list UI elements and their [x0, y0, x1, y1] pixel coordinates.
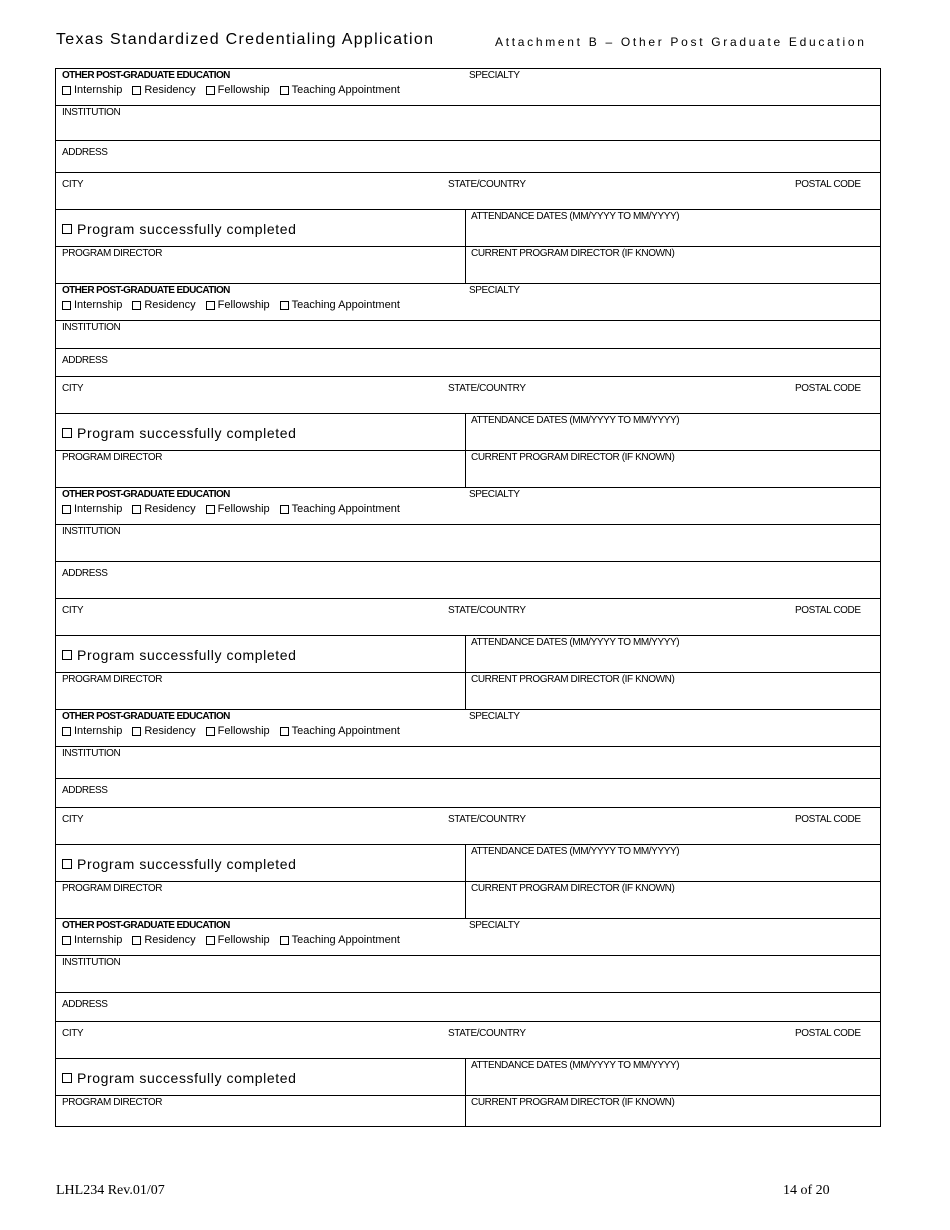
- checkbox[interactable]: [206, 936, 215, 945]
- program-completed-option[interactable]: [62, 856, 297, 872]
- completion-row[interactable]: [56, 636, 880, 673]
- program-completed-label: Program successfully completed: [77, 647, 297, 663]
- program-type-row[interactable]: [56, 69, 880, 106]
- program-type-option[interactable]: [132, 503, 195, 515]
- option-label: Internship: [74, 725, 123, 737]
- postal-code-label: POSTAL CODE: [795, 179, 861, 190]
- divider: [465, 414, 466, 450]
- attendance-dates-label: ATTENDANCE DATES (MM/YYYY TO MM/YYYY): [471, 415, 680, 426]
- program-type-option[interactable]: [280, 84, 400, 96]
- checkbox[interactable]: [62, 301, 71, 310]
- checkbox[interactable]: [62, 727, 71, 736]
- state-country-label: STATE/COUNTRY: [448, 814, 526, 825]
- address-row[interactable]: [56, 993, 880, 1022]
- address-row[interactable]: [56, 779, 880, 808]
- option-label: Residency: [144, 299, 196, 311]
- institution-label: INSTITUTION: [62, 957, 121, 968]
- city-row[interactable]: [56, 599, 880, 636]
- address-row[interactable]: [56, 141, 880, 173]
- current-program-director-label: CURRENT PROGRAM DIRECTOR (IF KNOWN): [471, 1097, 675, 1108]
- checkbox[interactable]: [132, 86, 141, 95]
- program-type-option[interactable]: [62, 725, 122, 737]
- checkbox[interactable]: [206, 505, 215, 514]
- program-completed-label: Program successfully completed: [77, 856, 297, 872]
- current-program-director-label: CURRENT PROGRAM DIRECTOR (IF KNOWN): [471, 674, 675, 685]
- city-label: CITY: [62, 383, 84, 394]
- city-label: CITY: [62, 814, 84, 825]
- institution-row[interactable]: [56, 321, 880, 349]
- checkbox[interactable]: [62, 1073, 72, 1083]
- option-label: Fellowship: [217, 84, 270, 96]
- divider: [465, 882, 466, 918]
- completion-row[interactable]: [56, 414, 880, 451]
- program-type-row[interactable]: [56, 488, 880, 525]
- program-type-option[interactable]: [62, 84, 122, 96]
- option-label: Residency: [144, 84, 196, 96]
- program-director-label: PROGRAM DIRECTOR: [62, 248, 163, 259]
- option-label: Fellowship: [217, 299, 270, 311]
- page-subtitle: Attachment B – Other Post Graduate Education: [495, 35, 867, 49]
- program-type-option[interactable]: [132, 934, 195, 946]
- checkbox[interactable]: [206, 301, 215, 310]
- program-type-option[interactable]: [132, 725, 195, 737]
- current-program-director-label: CURRENT PROGRAM DIRECTOR (IF KNOWN): [471, 452, 675, 463]
- program-type-option[interactable]: [132, 84, 195, 96]
- city-row[interactable]: [56, 173, 880, 210]
- state-country-label: STATE/COUNTRY: [448, 605, 526, 616]
- program-type-row[interactable]: [56, 919, 880, 956]
- program-type-options: [62, 725, 410, 737]
- address-row[interactable]: [56, 349, 880, 377]
- city-label: CITY: [62, 1028, 84, 1039]
- option-label: Teaching Appointment: [291, 503, 400, 515]
- other-pg-education-label: OTHER POST-GRADUATE EDUCATION: [62, 711, 230, 722]
- program-type-options: [62, 84, 410, 96]
- institution-label: INSTITUTION: [62, 107, 121, 118]
- current-program-director-label: CURRENT PROGRAM DIRECTOR (IF KNOWN): [471, 248, 675, 259]
- attendance-dates-label: ATTENDANCE DATES (MM/YYYY TO MM/YYYY): [471, 1060, 680, 1071]
- city-row[interactable]: [56, 377, 880, 414]
- completion-row[interactable]: [56, 210, 880, 247]
- checkbox[interactable]: [62, 936, 71, 945]
- checkbox[interactable]: [62, 650, 72, 660]
- program-type-option[interactable]: [280, 503, 400, 515]
- completion-row[interactable]: [56, 1059, 880, 1096]
- program-type-option[interactable]: [206, 725, 270, 737]
- program-type-option[interactable]: [206, 934, 270, 946]
- state-country-label: STATE/COUNTRY: [448, 1028, 526, 1039]
- page-title: Texas Standardized Credentialing Application: [56, 31, 435, 48]
- option-label: Residency: [144, 725, 196, 737]
- checkbox[interactable]: [132, 727, 141, 736]
- option-label: Internship: [74, 503, 123, 515]
- divider: [465, 636, 466, 672]
- checkbox[interactable]: [280, 301, 289, 310]
- program-type-option[interactable]: [206, 503, 270, 515]
- program-type-option[interactable]: [206, 84, 270, 96]
- option-label: Fellowship: [217, 934, 270, 946]
- city-label: CITY: [62, 179, 84, 190]
- program-completed-option[interactable]: [62, 425, 297, 441]
- checkbox[interactable]: [206, 86, 215, 95]
- option-label: Residency: [144, 934, 196, 946]
- option-label: Teaching Appointment: [291, 934, 400, 946]
- option-label: Residency: [144, 503, 196, 515]
- specialty-label: SPECIALTY: [469, 285, 520, 296]
- postal-code-label: POSTAL CODE: [795, 1028, 861, 1039]
- program-completed-label: Program successfully completed: [77, 1070, 297, 1086]
- program-type-option[interactable]: [62, 299, 122, 311]
- program-completed-option[interactable]: [62, 647, 297, 663]
- program-type-option[interactable]: [62, 503, 122, 515]
- attendance-dates-label: ATTENDANCE DATES (MM/YYYY TO MM/YYYY): [471, 211, 680, 222]
- program-type-option[interactable]: [62, 934, 122, 946]
- attendance-dates-label: ATTENDANCE DATES (MM/YYYY TO MM/YYYY): [471, 846, 680, 857]
- attendance-dates-label: ATTENDANCE DATES (MM/YYYY TO MM/YYYY): [471, 637, 680, 648]
- divider: [465, 451, 466, 487]
- program-type-option[interactable]: [280, 299, 400, 311]
- program-type-option[interactable]: [280, 934, 400, 946]
- checkbox[interactable]: [132, 505, 141, 514]
- address-label: ADDRESS: [62, 568, 108, 579]
- other-pg-education-label: OTHER POST-GRADUATE EDUCATION: [62, 70, 230, 81]
- director-row[interactable]: [56, 882, 880, 919]
- institution-label: INSTITUTION: [62, 322, 121, 333]
- institution-row[interactable]: [56, 525, 880, 562]
- checkbox[interactable]: [62, 859, 72, 869]
- institution-row[interactable]: [56, 956, 880, 993]
- other-pg-education-label: OTHER POST-GRADUATE EDUCATION: [62, 489, 230, 500]
- postal-code-label: POSTAL CODE: [795, 814, 861, 825]
- director-row[interactable]: [56, 1096, 880, 1126]
- specialty-label: SPECIALTY: [469, 920, 520, 931]
- program-type-row[interactable]: [56, 710, 880, 747]
- divider: [465, 673, 466, 709]
- institution-label: INSTITUTION: [62, 526, 121, 537]
- page-number: 14 of 20: [783, 1183, 830, 1198]
- city-label: CITY: [62, 605, 84, 616]
- address-row[interactable]: [56, 562, 880, 599]
- divider: [465, 1096, 466, 1126]
- completion-row[interactable]: [56, 845, 880, 882]
- state-country-label: STATE/COUNTRY: [448, 179, 526, 190]
- checkbox[interactable]: [62, 505, 71, 514]
- divider: [465, 247, 466, 283]
- program-director-label: PROGRAM DIRECTOR: [62, 1097, 163, 1108]
- option-label: Teaching Appointment: [291, 725, 400, 737]
- postal-code-label: POSTAL CODE: [795, 605, 861, 616]
- checkbox[interactable]: [132, 936, 141, 945]
- option-label: Internship: [74, 299, 123, 311]
- option-label: Teaching Appointment: [291, 84, 400, 96]
- state-country-label: STATE/COUNTRY: [448, 383, 526, 394]
- checkbox[interactable]: [62, 428, 72, 438]
- option-label: Internship: [74, 934, 123, 946]
- checkbox[interactable]: [62, 224, 72, 234]
- program-type-row[interactable]: [56, 284, 880, 321]
- program-type-option[interactable]: [206, 299, 270, 311]
- current-program-director-label: CURRENT PROGRAM DIRECTOR (IF KNOWN): [471, 883, 675, 894]
- other-pg-education-label: OTHER POST-GRADUATE EDUCATION: [62, 920, 230, 931]
- program-director-label: PROGRAM DIRECTOR: [62, 674, 163, 685]
- program-completed-option[interactable]: [62, 1070, 297, 1086]
- divider: [465, 845, 466, 881]
- program-completed-label: Program successfully completed: [77, 425, 297, 441]
- checkbox[interactable]: [132, 301, 141, 310]
- specialty-label: SPECIALTY: [469, 711, 520, 722]
- program-type-options: [62, 934, 410, 946]
- specialty-label: SPECIALTY: [469, 489, 520, 500]
- address-label: ADDRESS: [62, 355, 108, 366]
- address-label: ADDRESS: [62, 785, 108, 796]
- checkbox[interactable]: [280, 86, 289, 95]
- checkbox[interactable]: [280, 936, 289, 945]
- city-row[interactable]: [56, 808, 880, 845]
- divider: [465, 1059, 466, 1095]
- education-form: [55, 68, 881, 1127]
- city-row[interactable]: [56, 1022, 880, 1059]
- option-label: Internship: [74, 84, 123, 96]
- director-row[interactable]: [56, 673, 880, 710]
- form-id: LHL234 Rev.01/07: [56, 1183, 165, 1198]
- checkbox[interactable]: [280, 727, 289, 736]
- program-type-options: [62, 299, 410, 311]
- option-label: Fellowship: [217, 503, 270, 515]
- address-label: ADDRESS: [62, 999, 108, 1010]
- checkbox[interactable]: [280, 505, 289, 514]
- program-completed-option[interactable]: [62, 221, 297, 237]
- institution-row[interactable]: [56, 747, 880, 779]
- institution-row[interactable]: [56, 106, 880, 141]
- divider: [465, 210, 466, 246]
- institution-label: INSTITUTION: [62, 748, 121, 759]
- director-row[interactable]: [56, 247, 880, 284]
- program-completed-label: Program successfully completed: [77, 221, 297, 237]
- option-label: Fellowship: [217, 725, 270, 737]
- option-label: Teaching Appointment: [291, 299, 400, 311]
- director-row[interactable]: [56, 451, 880, 488]
- program-type-option[interactable]: [280, 725, 400, 737]
- checkbox[interactable]: [206, 727, 215, 736]
- postal-code-label: POSTAL CODE: [795, 383, 861, 394]
- specialty-label: SPECIALTY: [469, 70, 520, 81]
- program-director-label: PROGRAM DIRECTOR: [62, 883, 163, 894]
- program-type-options: [62, 503, 410, 515]
- program-type-option[interactable]: [132, 299, 195, 311]
- program-director-label: PROGRAM DIRECTOR: [62, 452, 163, 463]
- address-label: ADDRESS: [62, 147, 108, 158]
- checkbox[interactable]: [62, 86, 71, 95]
- other-pg-education-label: OTHER POST-GRADUATE EDUCATION: [62, 285, 230, 296]
